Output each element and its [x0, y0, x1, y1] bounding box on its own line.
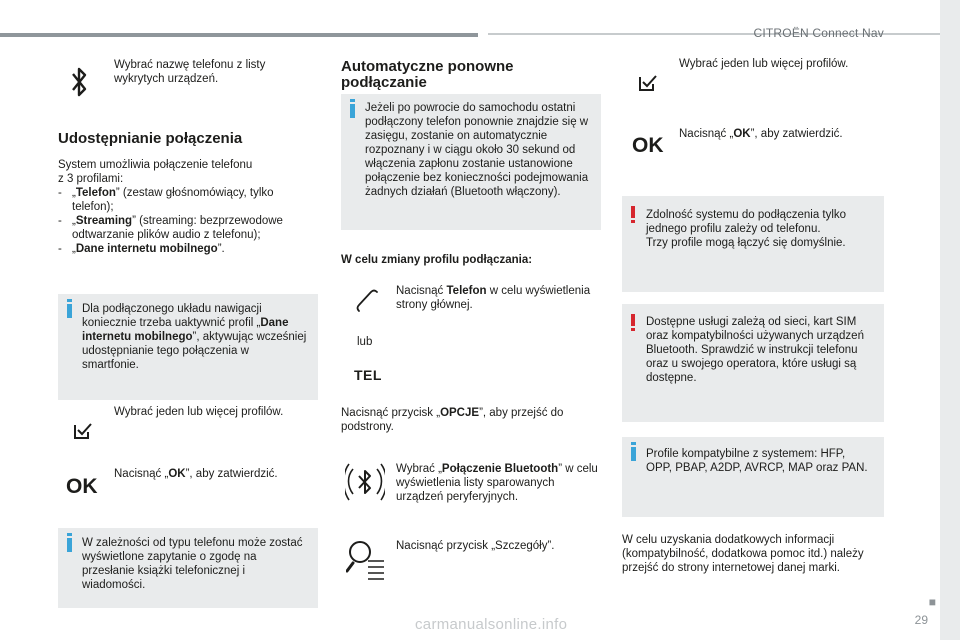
- ok-icon: OK: [632, 134, 664, 157]
- header-rule-left: [0, 33, 478, 37]
- warning-icon: [631, 206, 635, 218]
- checkbox-select-icon: [637, 73, 659, 93]
- phone-icon: [352, 286, 382, 316]
- bluetooth-connection-icon: [345, 460, 385, 506]
- side-margin-bar: [940, 0, 960, 640]
- lub-text: lub: [357, 336, 373, 348]
- section-title-auto-reconnect: Automatyczne ponowne podłączanie: [341, 58, 514, 91]
- bt-connection-step-text: Wybrać „Połączenie Bluetooth” w celu wyświetlenia listy sparowanych urządzeń peryferyjnych.: [396, 463, 598, 503]
- warning-box-profile: Zdolność systemu do podłączenia tylko jednego profilu zależy od telefonu. Trzy profile mogą łączyć się domyślnie.: [622, 196, 884, 292]
- ok-step-text: Nacisnąć „OK”, aby zatwierdzić.: [114, 468, 278, 480]
- header-title: CITROËN Connect Nav: [753, 26, 884, 40]
- telefon-step-text: Nacisnąć Telefon w celu wyświetlenia strony głównej.: [396, 285, 591, 311]
- warning-box-services: Dostępne usługi zależą od sieci, kart SIM oraz kompatybilności używanych urządzeń Bluetooth. Sprawdzić w instrukcji telefonu oraz u swojego operatora, które usługi są dostępne.: [622, 304, 884, 422]
- bt-step-text: Wybrać nazwę telefonu z listy wykrytych urządzeń.: [114, 59, 266, 85]
- page-number: 29: [914, 613, 928, 627]
- bluetooth-icon: [64, 62, 94, 102]
- list-item: - „Dane internetu mobilnego”.: [58, 243, 225, 255]
- select-profiles-text: Wybrać jeden lub więcej profilów.: [679, 58, 849, 70]
- list-item: - „Streaming” (streaming: bezprzewodowe odtwarzanie plików audio z telefonu);: [58, 215, 283, 241]
- profile-list: [58, 186, 318, 256]
- sharing-intro: System umożliwia połączenie telefonu z 3 profilami:: [58, 159, 253, 185]
- ok-step-text: Nacisnąć „OK”, aby zatwierdzić.: [679, 128, 843, 140]
- change-profile-title: W celu zmiany profilu podłączania:: [341, 254, 533, 266]
- ok-icon: OK: [66, 475, 98, 498]
- list-item: - „Telefon” (zestaw głośnomówiący, tylko telefon);: [58, 187, 274, 213]
- info-box-compatible-profiles: Profile kompatybilne z systemem: HFP, OPP, PBAP, A2DP, AVRCP, MAP oraz PAN.: [622, 437, 884, 517]
- closing-text: W celu uzyskania dodatkowych informacji (kompatybilność, dodatkowa pomoc itd.) należy przejść do strony internetowej danej marki.: [622, 534, 864, 574]
- info-icon: [350, 104, 355, 118]
- details-search-icon: [346, 537, 386, 581]
- warning-icon: [631, 314, 635, 326]
- page-end-marker: ■: [928, 595, 936, 609]
- info-icon: [67, 304, 72, 318]
- tel-button-icon: TEL: [354, 367, 382, 383]
- info-box-phonebook: W zależności od typu telefonu może zostać wyświetlone zapytanie o zgodę na przesłanie książki telefonicznej i wiadomości.: [58, 528, 318, 608]
- select-profiles-text: Wybrać jeden lub więcej profilów.: [114, 406, 284, 418]
- section-title-sharing: Udostępnianie połączenia: [58, 130, 243, 147]
- info-box-auto-reconnect: Jeżeli po powrocie do samochodu ostatni podłączony telefon ponownie znajdzie się w zasięgu, zostanie on automatycznie rozpoznany i w ciągu około 30 sekund od włączenia zapłonu zostanie ustanowione połączenie bez konieczności podejmowania żadnych działań (Bluetooth włączony).: [341, 94, 601, 230]
- options-step-text: Nacisnąć przycisk „OPCJE”, aby przejść do podstrony.: [341, 407, 564, 433]
- details-step-text: Nacisnąć przycisk „Szczegóły”.: [396, 540, 555, 552]
- info-icon: [67, 538, 72, 552]
- watermark: carmanualsonline.info: [415, 616, 568, 633]
- info-icon: [631, 447, 636, 461]
- info-box-mobile-data: Dla podłączonego układu nawigacji koniecznie trzeba uaktywnić profil „Dane internetu mobilnego”, aktywując wcześniej udostępnianie tego połączenia w smartfonie.: [58, 294, 318, 400]
- checkbox-select-icon: [72, 421, 94, 441]
